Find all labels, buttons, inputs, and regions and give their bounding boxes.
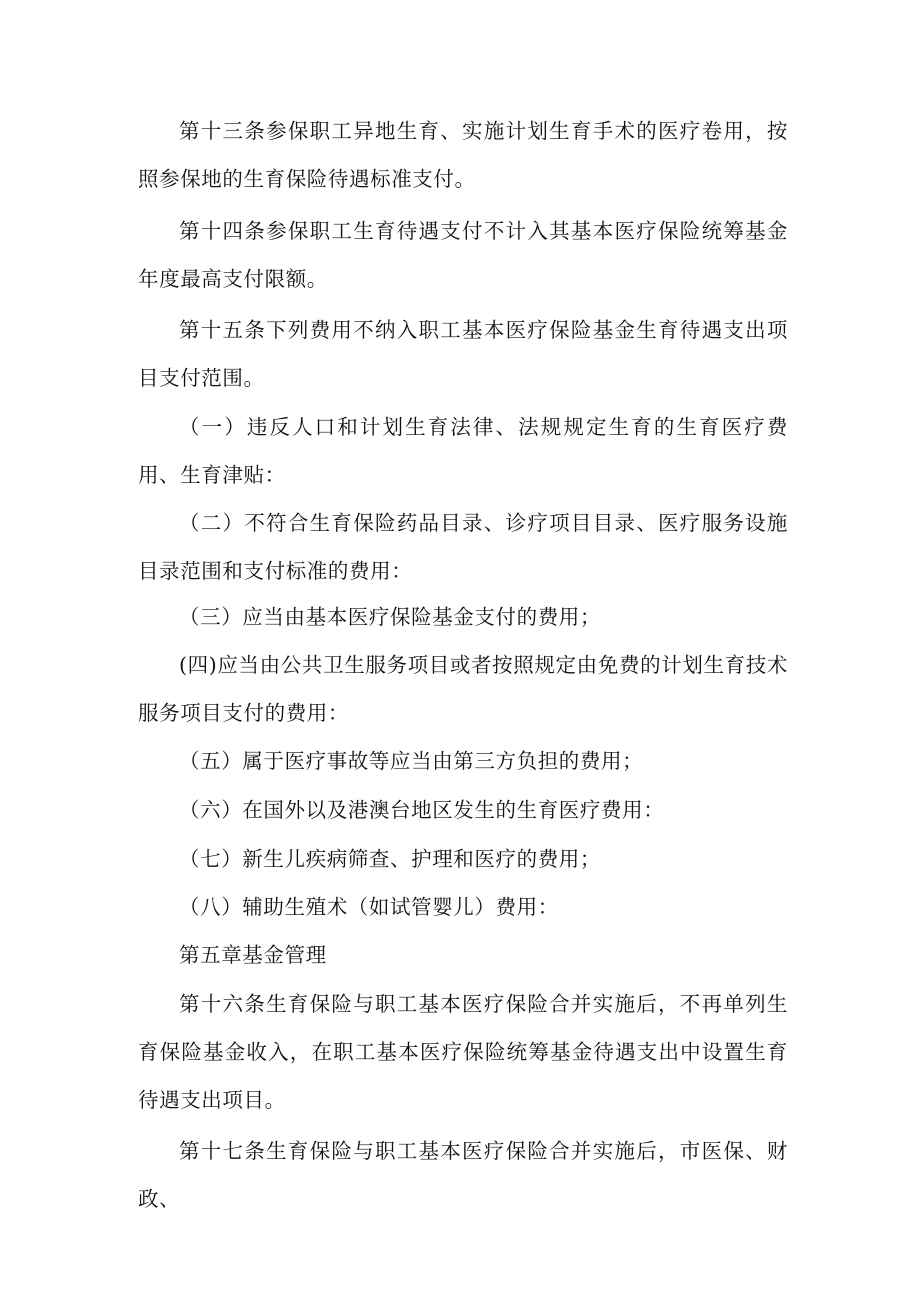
paragraph-item-3: （三）应当由基本医疗保险基金支付的费用； (179, 605, 601, 629)
paragraph-item-1: （一）违反人口和计划生育法律、法规规定生育的生育医疗费用、生育津贴： (138, 415, 788, 487)
paragraph-item-2: （二）不符合生育保险药品目录、诊疗项目目录、医疗服务设施目录范围和支付标准的费用： (138, 511, 788, 583)
paragraph-item-7: （七）新生儿疾病筛查、护理和医疗的费用； (179, 847, 601, 871)
paragraph-article-16: 第十六条生育保险与职工基本医疗保险合并实施后，不再单列生育保险基金收入，在职工基本医疗保险统筹基金待遇支出中设置生育待遇支出项目。 (138, 992, 788, 1112)
paragraph-item-5: （五）属于医疗事故等应当由第三方负担的费用； (179, 749, 644, 773)
paragraph-article-13: 第十三条参保职工异地生育、实施计划生育手术的医疗卷用，按照参保地的生育保险待遇标准支付。 (138, 119, 788, 191)
paragraph-item-6: （六）在国外以及港澳台地区发生的生育医疗费用： (179, 798, 665, 822)
paragraph-item-8: （八）辅助生殖术（如试管婴儿）费用： (179, 895, 559, 919)
paragraph-article-15: 第十五条下列费用不纳入职工基本医疗保险基金生育待遇支出项目支付范围。 (138, 318, 788, 390)
paragraph-article-14: 第十四条参保职工生育待遇支付不计入其基本医疗保险统筹基金年度最高支付限额。 (138, 219, 788, 291)
paragraph-item-4: (四)应当由公共卫生服务项目或者按照规定由免费的计划生育技术服务项目支付的费用： (138, 653, 788, 725)
paragraph-article-17: 第十七条生育保险与职工基本医疗保险合并实施后，市医保、财政、 (138, 1139, 788, 1211)
chapter-heading: 第五章基金管理 (179, 943, 327, 967)
